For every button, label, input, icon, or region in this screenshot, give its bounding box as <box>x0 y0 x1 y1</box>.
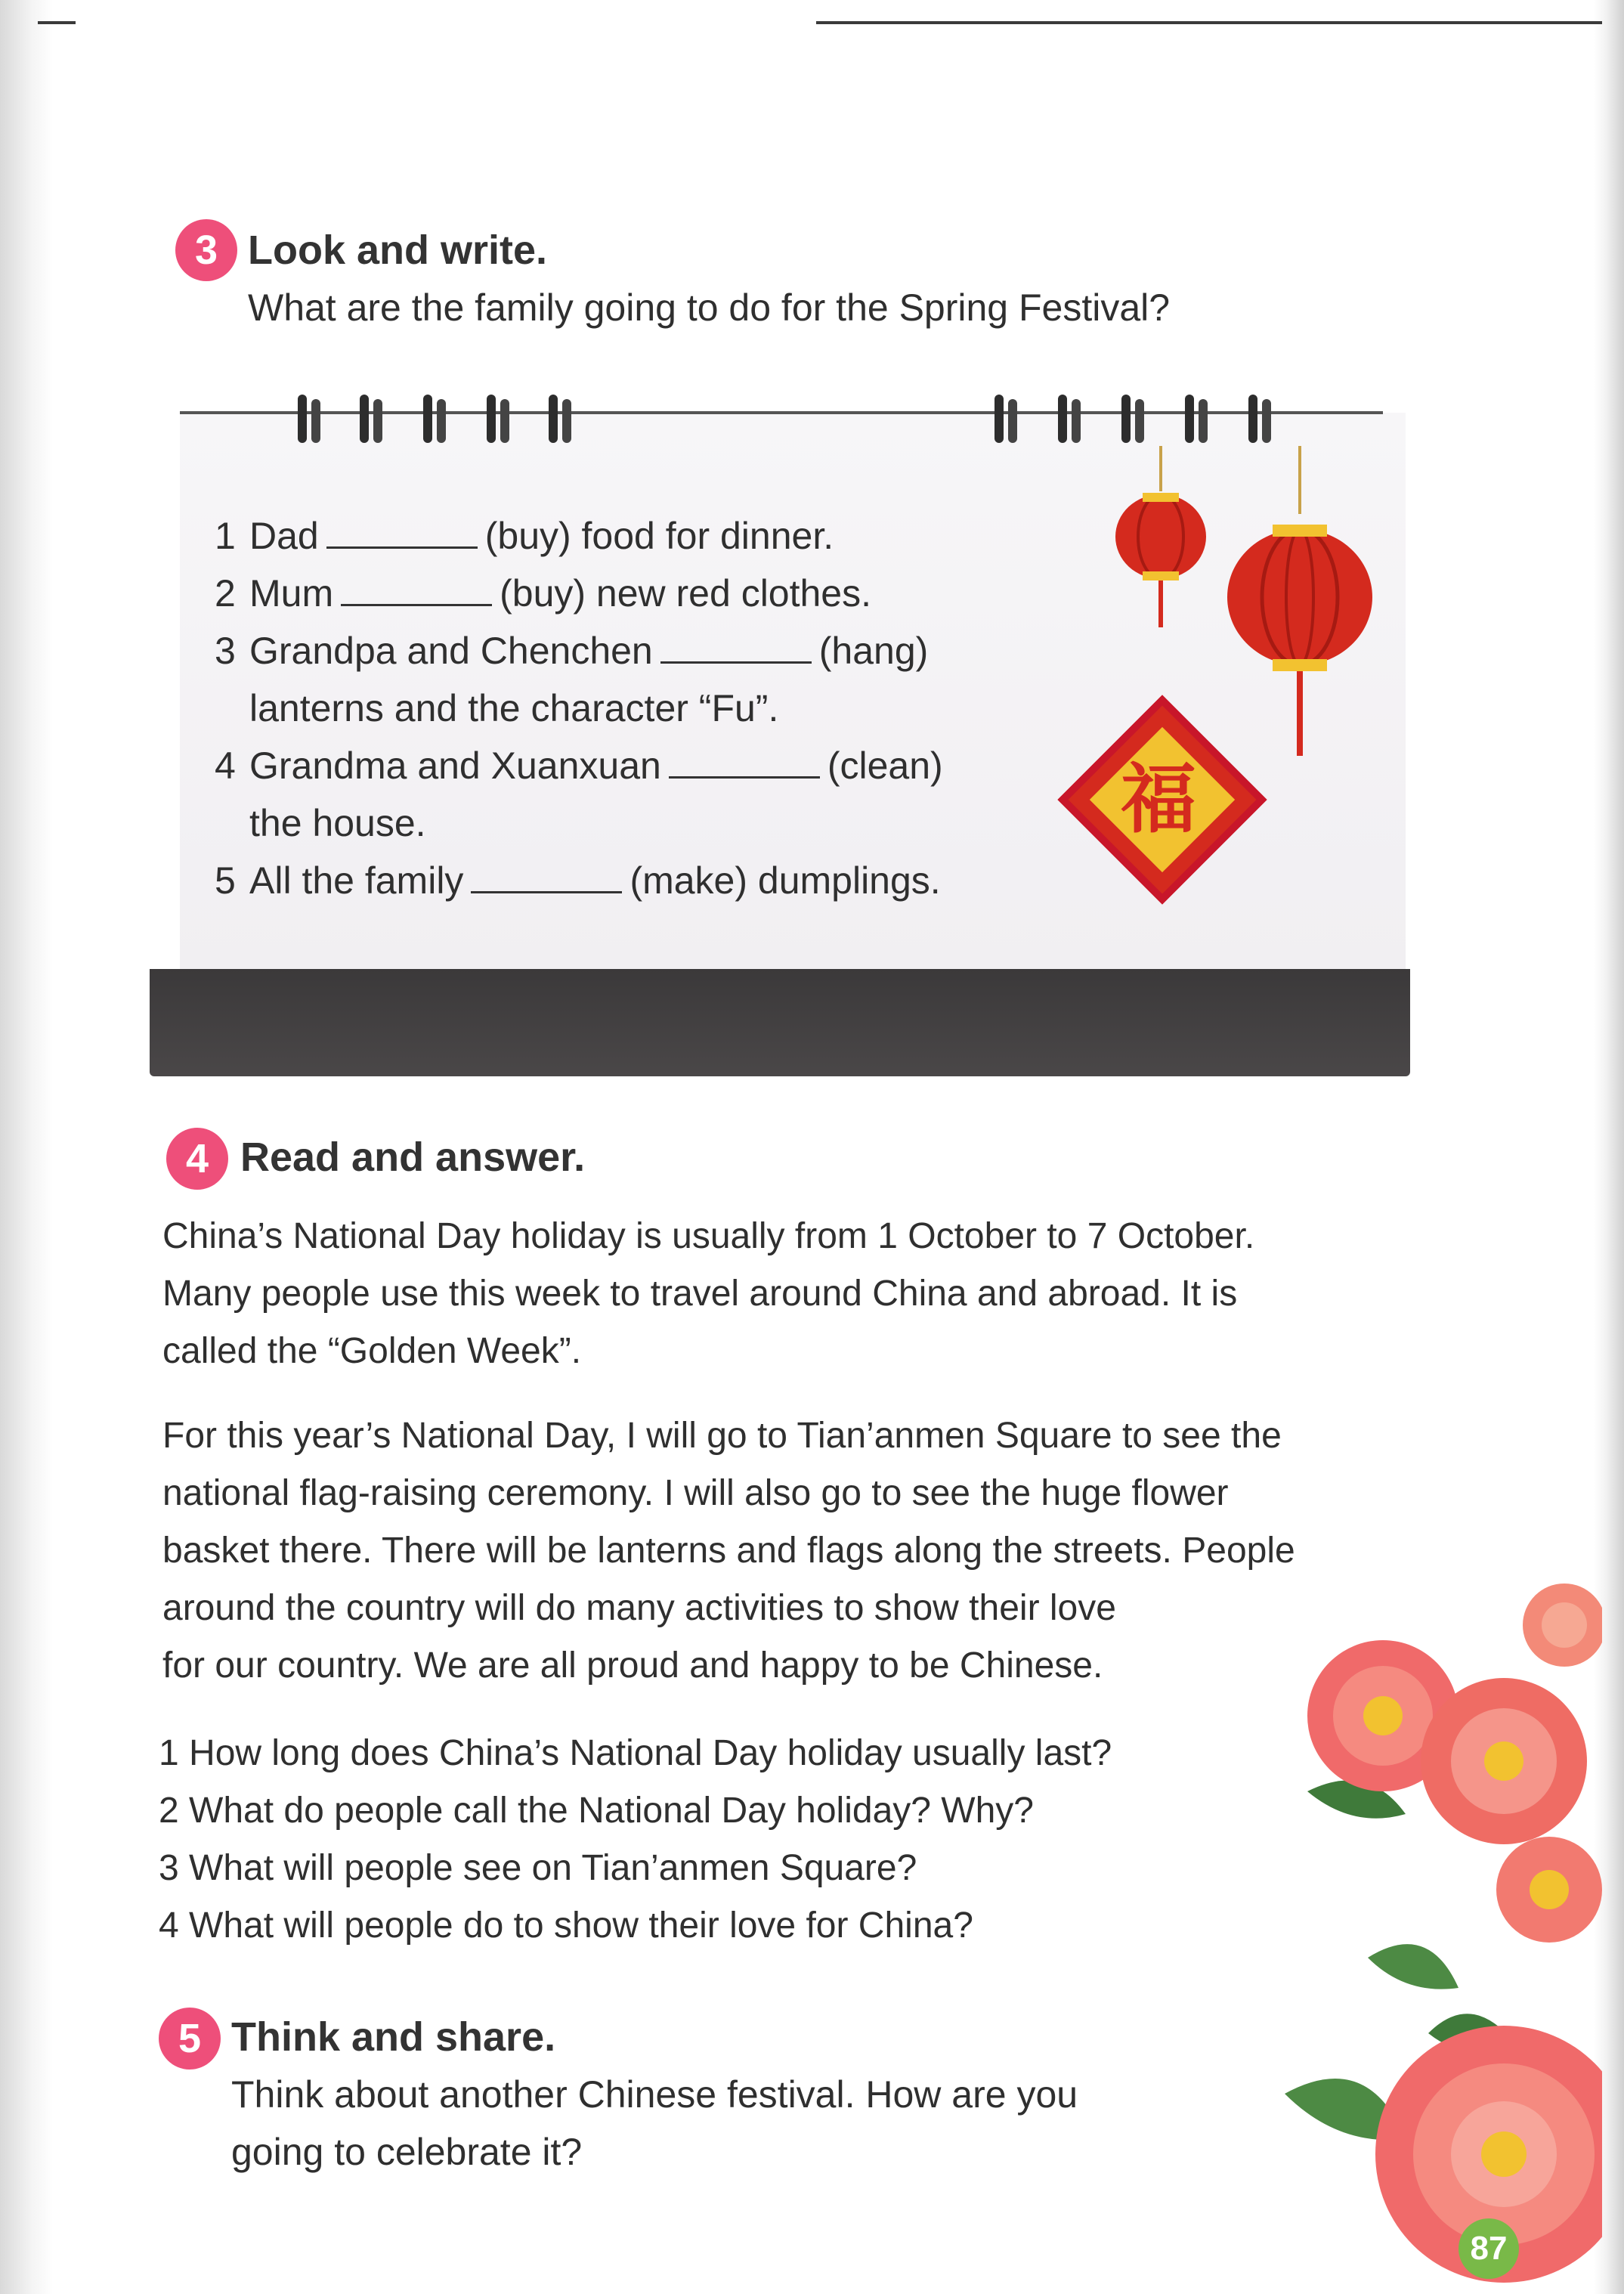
page-number: 87 <box>1459 2218 1519 2279</box>
section-prompt: Think about another Chinese festival. How are you <box>231 2073 1078 2116</box>
binder-ring <box>420 395 449 443</box>
exercise-item: 5 All the family (make) dumplings. <box>215 859 941 902</box>
question-item: 2 What do people call the National Day holiday? Why? <box>159 1791 1034 1831</box>
section-question: What are the family going to do for the Spring Festival? <box>248 286 1171 329</box>
answer-blank[interactable] <box>669 748 820 779</box>
binder-ring <box>1055 395 1084 443</box>
question-item: 4 What will people do to show their love for China? <box>159 1905 973 1946</box>
top-corner-rule <box>38 21 76 24</box>
passage-line: around the country will do many activities to show their love <box>162 1588 1116 1628</box>
exercise-item: 3 Grandpa and Chenchen (hang) <box>215 630 929 672</box>
section-number-badge: 3 <box>175 219 237 281</box>
peony-flowers-icon <box>1277 1565 1602 2290</box>
binder-ring <box>295 395 323 443</box>
section-number-badge: 4 <box>166 1128 228 1190</box>
binder-ring <box>546 395 574 443</box>
section-prompt: going to celebrate it? <box>231 2131 583 2173</box>
exercise-item: 1 Dad (buy) food for dinner. <box>215 515 834 557</box>
exercise-item-continuation: the house. <box>249 802 426 844</box>
section-title: Think and share. <box>231 2014 556 2060</box>
calendar-base <box>150 969 1410 1076</box>
question-item: 3 What will people see on Tian’anmen Square? <box>159 1848 917 1888</box>
passage-line: China’s National Day holiday is usually from 1 October to 7 October. <box>162 1216 1255 1256</box>
section-title: Read and answer. <box>240 1135 586 1180</box>
passage-line: for our country. We are all proud and happy to be Chinese. <box>162 1645 1103 1686</box>
binder-ring <box>991 395 1020 443</box>
binder-ring <box>1245 395 1274 443</box>
fu-character: 福 <box>1121 755 1196 844</box>
exercise-item: 2 Mum (buy) new red clothes. <box>215 572 872 615</box>
passage-line: For this year’s National Day, I will go to Tian’anmen Square to see the <box>162 1416 1282 1456</box>
section-title: Look and write. <box>248 228 548 273</box>
exercise-item-continuation: lanterns and the character “Fu”. <box>249 687 779 729</box>
passage-line: national flag-raising ceremony. I will also go to see the huge flower <box>162 1473 1229 1513</box>
passage-line: basket there. There will be lanterns and flags along the streets. People <box>162 1531 1295 1571</box>
section-number-badge: 5 <box>159 2008 221 2070</box>
answer-blank[interactable] <box>341 575 492 606</box>
binder-ring <box>484 395 512 443</box>
binder-ring <box>357 395 385 443</box>
page-left-edge <box>0 0 53 2294</box>
answer-blank[interactable] <box>471 862 622 893</box>
passage-line: called the “Golden Week”. <box>162 1331 582 1371</box>
binder-ring <box>1182 395 1211 443</box>
answer-blank[interactable] <box>326 518 478 549</box>
answer-blank[interactable] <box>660 633 812 664</box>
exercise-item: 4 Grandma and Xuanxuan (clean) <box>215 745 943 787</box>
top-rule <box>816 21 1602 24</box>
binder-ring <box>1118 395 1147 443</box>
passage-line: Many people use this week to travel around China and abroad. It is <box>162 1274 1238 1314</box>
question-item: 1 How long does China’s National Day holiday usually last? <box>159 1733 1112 1773</box>
